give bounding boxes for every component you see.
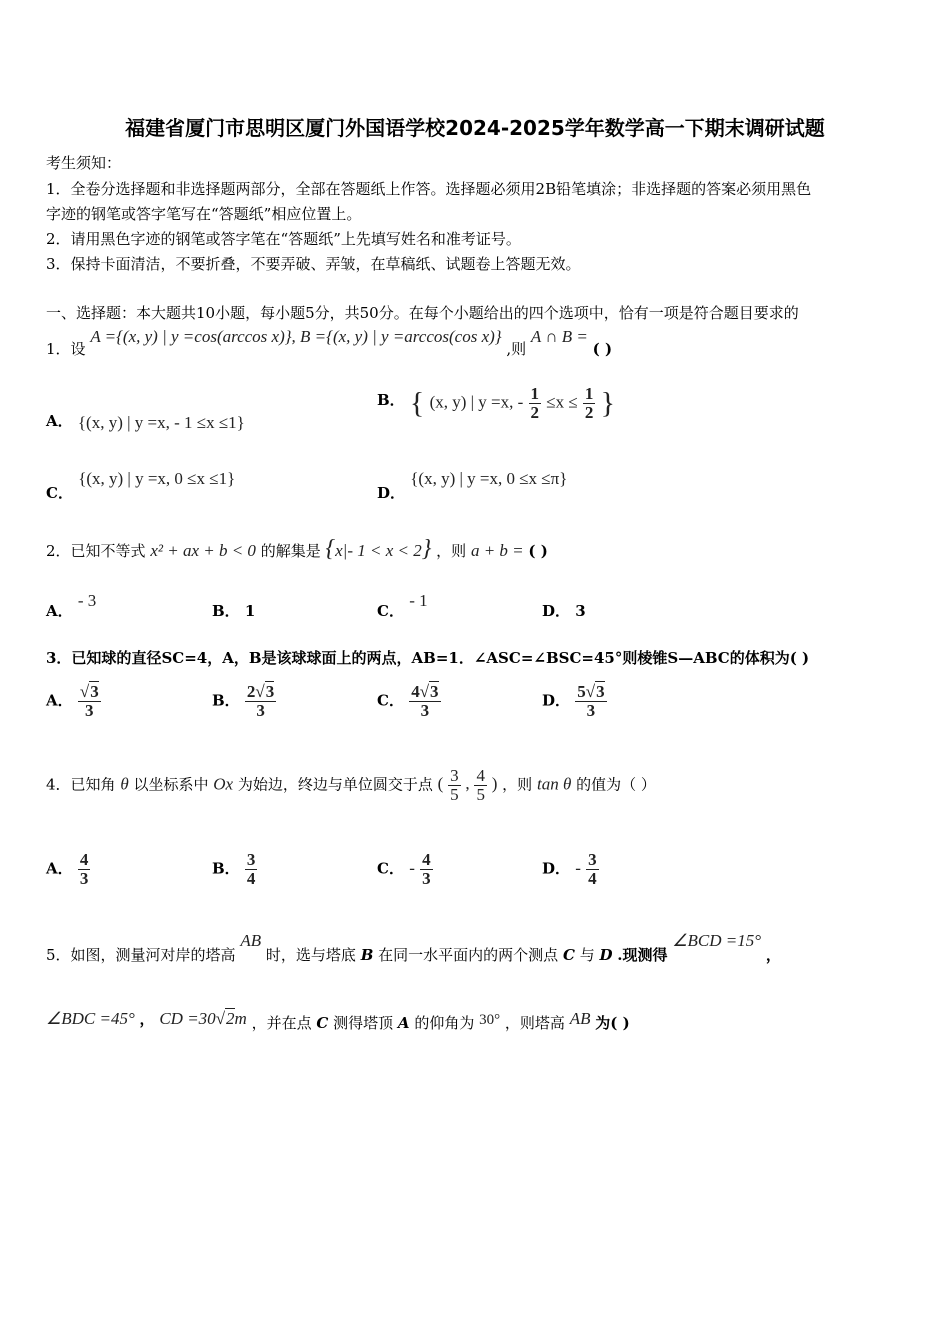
q2-option-d[interactable]	[542, 600, 586, 621]
q4-option-c[interactable]	[377, 851, 433, 888]
q4-text-1: 以坐标系中	[133, 775, 209, 794]
q4-option-a[interactable]	[46, 851, 90, 888]
q2-inequality: x² + ax + b < 0	[150, 541, 256, 560]
q4-option-d-label: D．	[542, 859, 571, 878]
notice-item-1-line-1: 1．全卷分选择题和非选择题两部分，全部在答题纸上作答。选择题必须用2B铅笔填涂；非选择题的答案必须用黑色	[46, 180, 812, 198]
q5-text-7: ，则塔高	[504, 1014, 565, 1032]
q3-option-a-value: $\frac{√3}{3}$	[79, 682, 99, 720]
q5-ab-2: AB	[569, 1009, 591, 1028]
q5-cd: CD =30√2m	[159, 1009, 247, 1028]
q3-option-d-value: $\frac{5√3}{3}$	[577, 682, 605, 720]
q4-tan: tan θ	[536, 774, 572, 794]
q1-prefix: 1．设	[46, 340, 86, 358]
q2-option-d-value: 3	[575, 602, 586, 620]
q5-sep: ，	[139, 1010, 155, 1028]
q2-option-b-label: B．	[212, 602, 240, 620]
q4-option-d[interactable]	[542, 851, 599, 888]
q1-option-b-frac-1: $\frac{1}{2}$	[530, 384, 540, 422]
q4-text-3: ，则	[502, 775, 533, 794]
q5-angle-bcd: ∠BCD =15°	[672, 931, 762, 950]
q5-text-4: ，并在点	[251, 1014, 312, 1032]
q2-option-c-value: - 1	[409, 591, 428, 610]
q2-solution-set-text: 的解集是	[260, 542, 321, 560]
q2-option-c-label: C．	[377, 602, 404, 620]
q3-option-c-value: $\frac{4√3}{3}$	[411, 682, 439, 720]
q1-option-b-prefix: (x, y) | y =x, -	[429, 392, 524, 412]
q5-answer-paren: 为( )	[595, 1014, 630, 1032]
question-3: 3．已知球的直径SC=4，A，B是该球球面上的两点，AB=1．∠ASC=∠BSC=45°则棱锥S—ABC的体积为( )	[46, 649, 810, 667]
q4-option-c-sign: -	[409, 858, 415, 878]
q1-option-b-label: B．	[377, 391, 405, 410]
q5-text-2: 在同一水平面内的两个测点	[378, 946, 559, 964]
q2-option-b[interactable]	[212, 600, 255, 621]
q5-text-1: 时，选与塔底	[265, 946, 356, 964]
q5-point-a: A	[397, 1014, 410, 1032]
q4-option-c-label: C．	[377, 859, 404, 878]
q5-angle-bdc: ∠BDC =45°	[46, 1009, 135, 1028]
q3-option-b-value: $\frac{2√3}{3}$	[246, 682, 275, 720]
q3-option-d[interactable]	[542, 683, 607, 720]
section-heading: 一、选择题：本大题共10小题，每小题5分，共50分。在每个小题给出的四个选项中，恰有一项是符合题目要求的	[46, 304, 799, 322]
q2-option-d-label: D．	[542, 602, 571, 620]
q2-option-c[interactable]	[377, 590, 428, 620]
question-5-line-2	[46, 1008, 630, 1032]
q1-option-b-frac-2: $\frac{1}{2}$	[584, 384, 594, 422]
q1-intersection: A ∩ B =	[530, 327, 588, 346]
q1-option-d[interactable]	[377, 468, 568, 502]
q5-text-5: 测得塔顶	[333, 1014, 394, 1032]
notice-heading: 考生须知：	[46, 154, 122, 172]
q5-point-c-2: C	[316, 1014, 329, 1032]
q1-option-d-value: {(x, y) | y =x, 0 ≤x ≤π}	[410, 469, 568, 488]
q1-option-b-brace-left: {	[409, 386, 425, 420]
q5-point-c: C	[562, 946, 575, 964]
question-5-line-1	[46, 930, 781, 964]
question-4	[46, 767, 656, 804]
q2-option-a[interactable]	[46, 590, 97, 620]
q1-sets-expression: A ={(x, y) | y =cos(arccos x)}, B ={(x, y) | y =arccos(cos x)}	[90, 327, 502, 346]
q4-option-a-label: A．	[46, 859, 73, 878]
q4-option-b[interactable]	[212, 851, 257, 888]
q5-point-d: D	[599, 946, 613, 964]
q5-text-3: .现测得	[617, 946, 668, 964]
q2-option-a-label: A．	[46, 602, 73, 620]
question-2	[46, 536, 548, 563]
q4-option-d-sign: -	[575, 858, 581, 878]
q4-option-d-value: $\frac{3}{4}$	[588, 850, 597, 888]
notice-item-2: 2．请用黑色字迹的钢笔或答字笔在“答题纸”上先填写姓名和准考证号。	[46, 230, 521, 248]
q5-point-b: B	[360, 946, 374, 964]
q2-solution-set: {x|- 1 < x < 2}	[325, 536, 432, 562]
q2-option-a-value: - 3	[77, 591, 97, 610]
q4-prefix: 4．已知角	[46, 775, 116, 794]
q5-ab: AB	[240, 931, 262, 950]
q4-option-a-value: $\frac{4}{3}$	[79, 850, 89, 888]
q1-option-b[interactable]	[377, 385, 615, 422]
q1-option-a-value: {(x, y) | y =x, - 1 ≤x ≤1}	[77, 413, 245, 432]
q1-option-d-label: D．	[377, 484, 406, 502]
q3-option-c[interactable]	[377, 683, 441, 720]
q5-angle-30: 30°	[479, 1012, 501, 1028]
q3-option-a[interactable]	[46, 683, 101, 720]
q5-prefix: 5．如图，测量河对岸的塔高	[46, 946, 236, 964]
exam-title: 福建省厦门市思明区厦门外国语学校2024-2025学年数学高一下期末调研试题	[125, 116, 825, 140]
q1-option-c-label: C．	[46, 484, 73, 502]
q1-then: ,则	[506, 340, 527, 358]
q3-option-c-label: C．	[377, 691, 404, 710]
q4-point: ( $\frac{3}{5}$ , $\frac{4}{5}$ )	[437, 766, 498, 804]
q1-option-c-value: {(x, y) | y =x, 0 ≤x ≤1}	[78, 469, 236, 488]
q1-option-c[interactable]	[46, 468, 236, 502]
q4-option-b-value: $\frac{3}{4}$	[246, 850, 256, 888]
notice-item-1-line-2: 字迹的钢笔或答字笔写在“答题纸”相应位置上。	[46, 205, 362, 223]
q3-option-a-label: A．	[46, 691, 73, 710]
q5-text-6: 的仰角为	[414, 1014, 475, 1032]
q1-option-b-brace-right: }	[600, 386, 616, 420]
q4-suffix: 的值为（ ）	[576, 775, 656, 794]
q1-option-a[interactable]	[46, 410, 245, 431]
q3-option-b[interactable]	[212, 683, 276, 720]
q2-expression: a + b =	[470, 541, 524, 560]
q2-option-b-value: 1	[244, 602, 256, 620]
q4-theta: θ	[120, 774, 129, 794]
q3-option-b-label: B．	[212, 691, 240, 710]
question-1	[46, 326, 613, 358]
q2-then: ，则	[436, 542, 467, 560]
notice-item-3: 3．保持卡面清洁，不要折叠，不要弄破、弄皱，在草稿纸、试题卷上答题无效。	[46, 255, 581, 273]
q1-option-a-label: A．	[46, 412, 73, 430]
q4-option-c-value: $\frac{4}{3}$	[422, 850, 431, 888]
q4-text-2: 为始边，终边与单位圆交于点	[237, 775, 433, 794]
q1-answer-paren: ( )	[592, 340, 613, 358]
q5-comma: ，	[765, 946, 781, 964]
q1-option-b-middle: ≤x ≤	[546, 392, 578, 412]
q2-answer-paren: ( )	[528, 542, 548, 560]
q2-prefix: 2．已知不等式	[46, 542, 146, 560]
q3-option-d-label: D．	[542, 691, 571, 710]
q4-ox: Ox	[213, 774, 234, 794]
q4-option-b-label: B．	[212, 859, 240, 878]
q5-and: 与	[579, 946, 595, 964]
